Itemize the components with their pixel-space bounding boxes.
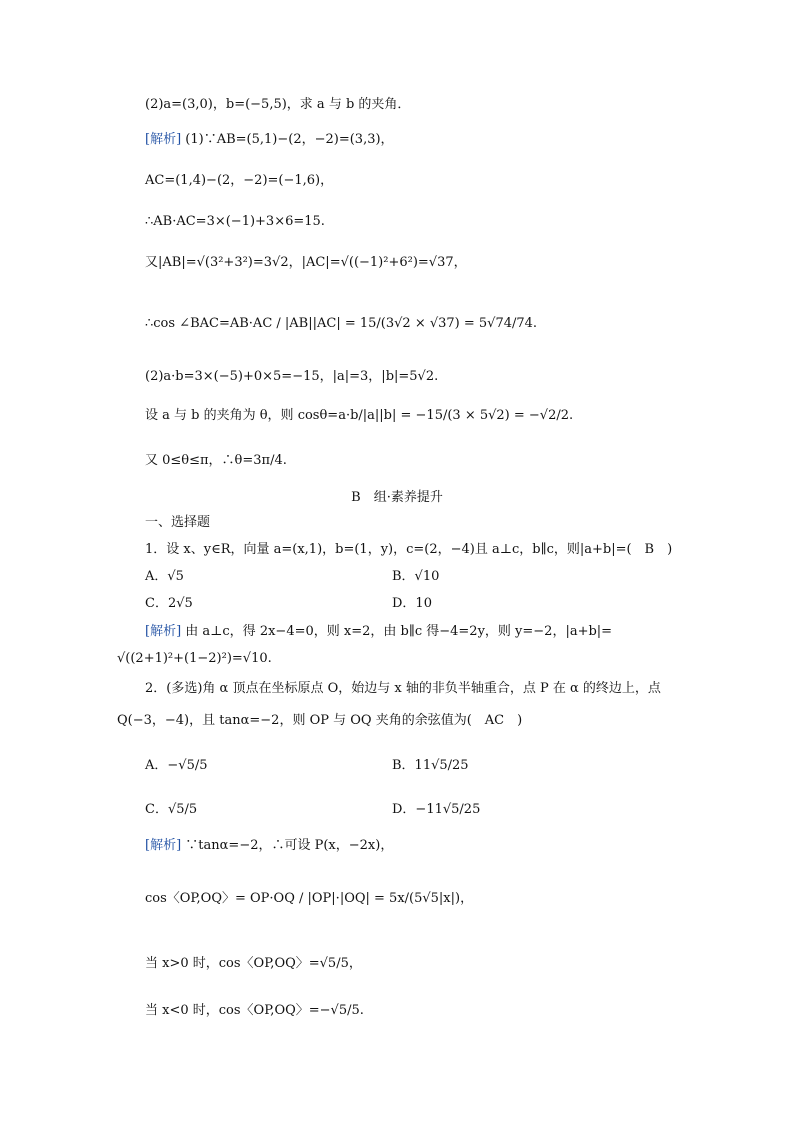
q1-option-d: D．10 — [392, 596, 432, 611]
question-type-heading: 一、选择题 — [145, 515, 211, 530]
solution-p2-line2: 设 a 与 b 的夹角为 θ，则 cosθ=a·b/|a||b| = −15/(3 × 5√2) = −√2/2. — [145, 408, 574, 423]
q1-stem: 1．设 x、y∈R，向量 a=(x,1)，b=(1，y)，c=(2，−4)且 a⊥c，b∥c，则|a+b|=( B ) — [145, 542, 673, 557]
q1-option-c: C．2√5 — [145, 596, 193, 611]
solution-p1-line1: [解析] (1)∵AB=(5,1)−(2，−2)=(3,3)， — [145, 132, 394, 147]
q2-solution-line4: 当 x<0 时，cos〈OP,OQ〉=−√5/5. — [145, 1003, 364, 1018]
q1-solution-line1: [解析] 由 a⊥c，得 2x−4=0，则 x=2，由 b∥c 得−4=2y，则 y=−2，|a+b|= — [145, 624, 613, 639]
q2-option-d: D．−11√5/25 — [392, 802, 481, 817]
solution-p1-line5: ∴cos ∠BAC=AB·AC / |AB||AC| = 15/(3√2 × √37) = 5√74/74. — [145, 316, 538, 331]
solution-p2-line1: (2)a·b=3×(−5)+0×5=−15，|a|=3，|b|=5√2. — [145, 369, 439, 384]
q1-option-b: B．√10 — [392, 569, 440, 584]
q2-solution-line2: cos〈OP,OQ〉= OP·OQ / |OP|·|OQ| = 5x/(5√5|x|)， — [145, 891, 474, 906]
q2-stem-line1: 2．(多选)角 α 顶点在坐标原点 O，始边与 x 轴的非负半轴重合，点 P 在 α 的终边上，点 — [145, 681, 661, 696]
q2-option-c: C．√5/5 — [145, 802, 198, 817]
q2-option-b: B．11√5/25 — [392, 758, 469, 773]
jiexi-tag-q2: [解析] — [145, 838, 182, 853]
q1-option-a: A．√5 — [145, 569, 184, 584]
q2-solution-line1: [解析] ∵tanα=−2，∴可设 P(x，−2x)， — [145, 838, 394, 853]
solution-p1-line4: 又|AB|=√(3²+3²)=3√2，|AC|=√((−1)²+6²)=√37， — [145, 255, 467, 270]
solution-p2-line3: 又 0≤θ≤π，∴θ=3π/4. — [145, 453, 287, 468]
q2-option-a: A．−√5/5 — [145, 758, 208, 773]
jiexi-tag-q1: [解析] — [145, 624, 182, 639]
section-title: B 组·素养提升 — [351, 490, 443, 505]
part2-question: (2)a=(3,0)，b=(−5,5)，求 a 与 b 的夹角． — [145, 97, 411, 112]
solution-p1-line2: AC=(1,4)−(2，−2)=(−1,6)， — [145, 173, 334, 188]
q2-stem-line2: Q(−3，−4)，且 tanα=−2，则 OP 与 OQ 夹角的余弦值为( AC ) — [117, 713, 523, 728]
q1-solution-line2: √((2+1)²+(1−2)²)=√10. — [117, 651, 272, 666]
q2-solution-line3: 当 x>0 时，cos〈OP,OQ〉=√5/5， — [145, 956, 362, 971]
solution-p1-line3: ∴AB·AC=3×(−1)+3×6=15. — [145, 214, 325, 229]
jiexi-tag: [解析] — [145, 132, 182, 147]
